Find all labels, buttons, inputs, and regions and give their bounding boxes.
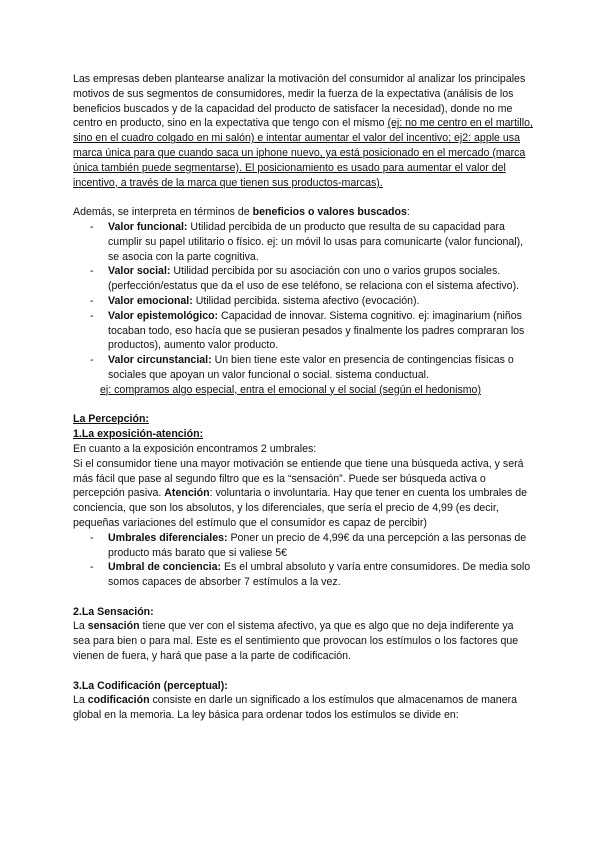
item-label: Umbrales diferenciales: [108, 531, 228, 544]
subsection-title-sensation: 2.La Sensación: [73, 605, 154, 618]
item-text: Capacidad de innovar. Sistema cognitivo. ej: imaginarium (niños tocaban todo, eso hacía que se pusieran pesados y finalmente los padres compraran los productos), aumento valor producto. [108, 309, 525, 352]
benefits-lead-end: : [406, 206, 410, 219]
item-text: Poner un precio de 4,99€ da una percepción a las personas de producto más barato que si valiese 5€ [108, 531, 527, 559]
intro-text: Las empresas deben plantearse analizar la motivación del consumidor al analizar los principales motivos de sus segmentos de consumidores, medir la fuerza de la expectativa (análisis de los beneficios buscados y de la capacidad del producto de satisfacer la necesidad), donde no me centro en producto, sino en la expectativa que tengo con el mismo [73, 73, 526, 130]
codification-text: consiste en darle un significado a los estímulos que almacenamos de manera global en la memoria. La ley básica para ordenar todos los estímulos se divide en: [73, 694, 518, 722]
benefits-note: ej: compramos algo especial, entra el emocional y el social (según el hedonismo) [100, 383, 481, 396]
item-label: Valor circunstancial: [108, 354, 212, 367]
codification-pre: La [73, 694, 88, 707]
subsection-title-codification: 3.La Codificación (perceptual): [73, 679, 228, 692]
item-text: Utilidad percibida por su asociación con uno o varios grupos sociales. (perfección/estatus que da el uso de ese teléfono, se relaciona con el sistema afectivo). [108, 265, 520, 293]
spacer [73, 398, 533, 413]
exposure-text-end: : voluntaria o involuntaria. Hay que tener en cuenta los umbrales de conciencia, que son los absolutos, y los diferenciales, que sería el precio de 4,99 (es decir, pequeñas variaciones del estímulo que el consumidor es capaz de percibir) [73, 487, 528, 529]
sensation-term: sensación [87, 620, 140, 633]
benefits-lead-bold: beneficios o valores buscados [252, 206, 407, 219]
item-label: Valor epistemológico: [108, 309, 219, 322]
list-item [108, 220, 533, 264]
item-label: Valor social: [108, 265, 171, 278]
attention-term: Atención [164, 487, 210, 500]
section-title-perception: La Percepción: [73, 413, 149, 426]
benefits-lead [73, 205, 533, 220]
exposure-text: Si el consumidor tiene una mayor motivación se entiende que tiene una búsqueda activa, y será más fácil que pase al segundo filtro que es la “sensación”. Puede ser búsqueda activa o percepción pasiva. [73, 457, 524, 500]
intro-underlined-text: (ej: no me centro en el martillo, sino en el cuadro colgado en mi salón) e intentar aumentar el valor del incentivo; ej2: apple usa marca única para que cuando saca un iphone nuevo, ya está posicionado en el mercado (marca única también puede segmentarse). El posicionamiento es usado para aumentar el valor del incentivo, a través de la marca que tienen sus productos-marcas). [73, 117, 533, 189]
item-text: Utilidad percibida de un producto que resulta de su capacidad para cumplir su papel utilitario o físico. ej: un móvil lo usas para comunicarte (valor funcional), se asocia con la parte cognitiva. [108, 220, 524, 263]
thresholds-list [73, 531, 533, 590]
exposure-paragraph [73, 457, 533, 531]
spacer [73, 664, 533, 679]
intro-paragraph [73, 72, 533, 190]
list-item [108, 353, 533, 383]
document-page [73, 72, 533, 723]
item-text: Es el umbral absoluto y varía entre consumidores. De media solo somos capaces de absorber 7 estímulos a la vez. [108, 561, 531, 589]
subsection-title-exposure: 1.La exposición-atención: [73, 428, 204, 441]
list-item [108, 264, 533, 294]
sensation-paragraph [73, 619, 533, 663]
list-item [108, 531, 533, 561]
list-item [108, 309, 533, 353]
codification-term: codificación [87, 694, 150, 707]
spacer [73, 190, 533, 205]
benefits-list [73, 220, 533, 383]
list-item [108, 560, 533, 590]
item-label: Valor emocional: [108, 294, 193, 307]
spacer [73, 590, 533, 605]
item-text: Un bien tiene este valor en presencia de contingencias físicas o sociales que apoyan un valor funcional o social. sistema conductual. [108, 354, 514, 381]
exposure-line: En cuanto a la exposición encontramos 2 umbrales: [73, 442, 317, 455]
sensation-text: tiene que ver con el sistema afectivo, ya que es algo que no deja indiferente ya sea para bien o para mal. Este es el sentimiento que provocan los estímulos o los factores que vienen de fuera, y hará que pase a la parte de codificación. [73, 620, 519, 663]
benefits-lead-text: Además, se interpreta en términos de [73, 206, 253, 219]
sensation-pre: La [73, 620, 88, 633]
list-item [108, 294, 533, 309]
item-label: Valor funcional: [108, 220, 188, 233]
item-text: Utilidad percibida. sistema afectivo (evocación). [192, 294, 420, 307]
codification-paragraph [73, 693, 533, 723]
item-label: Umbral de conciencia: [108, 561, 222, 574]
